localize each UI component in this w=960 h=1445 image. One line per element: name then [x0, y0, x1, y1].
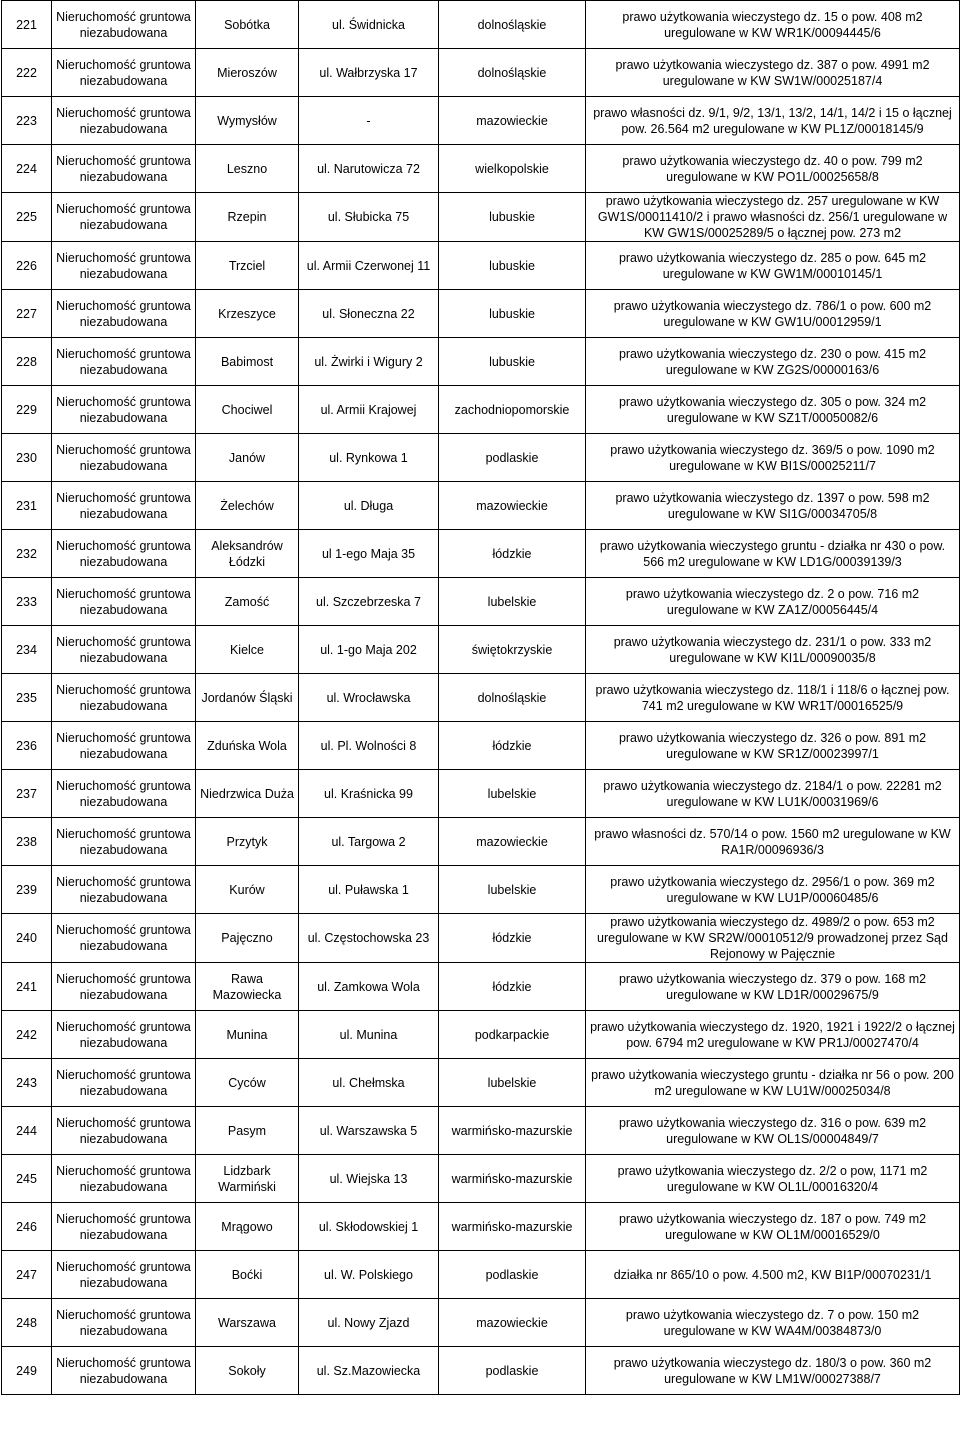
legal-right-description: prawo użytkowania wieczystego dz. 2 o pow. 716 m2 uregulowane w KW ZA1Z/00056445/4	[586, 578, 960, 626]
row-number: 238	[2, 818, 52, 866]
legal-right-description: prawo własności dz. 570/14 o pow. 1560 m2 uregulowane w KW RA1R/00096936/3	[586, 818, 960, 866]
voivodeship: podkarpackie	[439, 1011, 586, 1059]
voivodeship: mazowieckie	[439, 97, 586, 145]
row-number: 249	[2, 1347, 52, 1395]
property-type-line2: niezabudowana	[79, 1371, 168, 1386]
row-number: 236	[2, 722, 52, 770]
property-type-line1: Nieruchomość gruntowa	[56, 202, 191, 216]
table-row	[2, 386, 960, 434]
voivodeship: dolnośląskie	[439, 49, 586, 97]
row-number: 230	[2, 434, 52, 482]
voivodeship: lubelskie	[439, 770, 586, 818]
street-address: ul. Słoneczna 22	[299, 290, 439, 338]
property-type	[52, 97, 196, 145]
voivodeship: lubuskie	[439, 242, 586, 290]
city: Zamość	[196, 578, 299, 626]
row-number: 246	[2, 1203, 52, 1251]
legal-right-description: prawo użytkowania wieczystego dz. 180/3 o pow. 360 m2 uregulowane w KW LM1W/00027388/7	[586, 1347, 960, 1395]
city: Jordanów Śląski	[196, 674, 299, 722]
property-type-line1: Nieruchomość gruntowa	[56, 1355, 191, 1370]
street-address: ul. Świdnicka	[299, 1, 439, 49]
property-type-line1: Nieruchomość gruntowa	[56, 634, 191, 649]
city: Aleksandrów Łódzki	[196, 530, 299, 578]
table-row	[2, 1155, 960, 1203]
city: Zduńska Wola	[196, 722, 299, 770]
property-type-line2: niezabudowana	[79, 650, 168, 665]
voivodeship: mazowieckie	[439, 1299, 586, 1347]
city: Pasym	[196, 1107, 299, 1155]
property-type-line1: Nieruchomość gruntowa	[56, 490, 191, 505]
property-type-line2: niezabudowana	[79, 314, 168, 329]
table-row	[2, 578, 960, 626]
row-number: 244	[2, 1107, 52, 1155]
row-number: 235	[2, 674, 52, 722]
row-number: 223	[2, 97, 52, 145]
legal-right-description: prawo użytkowania wieczystego dz. 187 o pow. 749 m2 uregulowane w KW OL1M/00016529/0	[586, 1203, 960, 1251]
voivodeship: łódzkie	[439, 722, 586, 770]
property-type	[52, 242, 196, 290]
voivodeship: świętokrzyskie	[439, 626, 586, 674]
property-type-line1: Nieruchomość gruntowa	[56, 1067, 191, 1082]
street-address: ul. Zamkowa Wola	[299, 963, 439, 1011]
property-type-line2: niezabudowana	[79, 1131, 168, 1146]
street-address: ul. Armii Krajowej	[299, 386, 439, 434]
table-row	[2, 722, 960, 770]
row-number: 227	[2, 290, 52, 338]
city: Cyców	[196, 1059, 299, 1107]
city: Żelechów	[196, 482, 299, 530]
voivodeship: mazowieckie	[439, 818, 586, 866]
row-number: 229	[2, 386, 52, 434]
voivodeship: warmińsko-mazurskie	[439, 1203, 586, 1251]
property-type-line1: Nieruchomość gruntowa	[56, 1019, 191, 1034]
legal-right-description: prawo użytkowania wieczystego gruntu - działka nr 56 o pow. 200 m2 uregulowane w KW LU1W/00025034/8	[586, 1059, 960, 1107]
table-row	[2, 1203, 960, 1251]
voivodeship: lubelskie	[439, 866, 586, 914]
street-address: ul. Warszawska 5	[299, 1107, 439, 1155]
legal-right-description: prawo użytkowania wieczystego gruntu - działka nr 430 o pow. 566 m2 uregulowane w KW LD1G/00039139/3	[586, 530, 960, 578]
property-type	[52, 770, 196, 818]
legal-right-description: prawo użytkowania wieczystego dz. 257 uregulowane w KW GW1S/00011410/2 i prawo własności dz. 256/1 uregulowane w KW GW1S/00025289/5 o łącznej pow. 273 m2	[586, 193, 960, 242]
table-row	[2, 866, 960, 914]
table-row	[2, 242, 960, 290]
row-number: 233	[2, 578, 52, 626]
property-type-line2: niezabudowana	[79, 1035, 168, 1050]
voivodeship: dolnośląskie	[439, 674, 586, 722]
property-type-line2: niezabudowana	[79, 1179, 168, 1194]
property-type-line2: niezabudowana	[79, 1083, 168, 1098]
legal-right-description: prawo własności dz. 9/1, 9/2, 13/1, 13/2, 14/1, 14/2 i 15 o łącznej pow. 26.564 m2 uregulowane w KW PL1Z/00018145/9	[586, 97, 960, 145]
property-type-line2: niezabudowana	[79, 121, 168, 136]
property-type	[52, 386, 196, 434]
voivodeship: lubelskie	[439, 578, 586, 626]
property-type	[52, 1203, 196, 1251]
property-type	[52, 626, 196, 674]
city: Mrągowo	[196, 1203, 299, 1251]
property-type-line1: Nieruchomość gruntowa	[56, 682, 191, 697]
street-address: ul. Sz.Mazowiecka	[299, 1347, 439, 1395]
legal-right-description: prawo użytkowania wieczystego dz. 379 o pow. 168 m2 uregulowane w KW LD1R/00029675/9	[586, 963, 960, 1011]
property-type-line1: Nieruchomość gruntowa	[56, 874, 191, 889]
table-row	[2, 338, 960, 386]
row-number: 231	[2, 482, 52, 530]
row-number: 242	[2, 1011, 52, 1059]
property-type	[52, 818, 196, 866]
property-type-line2: niezabudowana	[79, 362, 168, 377]
street-address: ul. 1-go Maja 202	[299, 626, 439, 674]
legal-right-description: prawo użytkowania wieczystego dz. 2184/1 o pow. 22281 m2 uregulowane w KW LU1K/00031969/6	[586, 770, 960, 818]
voivodeship: wielkopolskie	[439, 145, 586, 193]
property-type-line2: niezabudowana	[79, 1227, 168, 1242]
property-type	[52, 1299, 196, 1347]
voivodeship: łódzkie	[439, 963, 586, 1011]
property-type	[52, 1155, 196, 1203]
property-type-line2: niezabudowana	[79, 73, 168, 88]
property-type-line1: Nieruchomość gruntowa	[56, 1211, 191, 1226]
table-row	[2, 49, 960, 97]
voivodeship: lubuskie	[439, 193, 586, 242]
row-number: 228	[2, 338, 52, 386]
property-type-line2: niezabudowana	[79, 266, 168, 281]
street-address: ul. Szczebrzeska 7	[299, 578, 439, 626]
city: Sobótka	[196, 1, 299, 49]
property-type	[52, 1059, 196, 1107]
city: Krzeszyce	[196, 290, 299, 338]
property-type-line2: niezabudowana	[79, 554, 168, 569]
street-address: -	[299, 97, 439, 145]
property-type	[52, 722, 196, 770]
property-type	[52, 1107, 196, 1155]
property-type-line1: Nieruchomość gruntowa	[56, 538, 191, 553]
property-type-line1: Nieruchomość gruntowa	[56, 923, 191, 937]
city: Trzciel	[196, 242, 299, 290]
street-address: ul. Długa	[299, 482, 439, 530]
legal-right-description: prawo użytkowania wieczystego dz. 305 o pow. 324 m2 uregulowane w KW SZ1T/00050082/6	[586, 386, 960, 434]
table-row	[2, 963, 960, 1011]
table-body	[2, 1, 960, 1395]
street-address: ul. Słubicka 75	[299, 193, 439, 242]
property-type-line2: niezabudowana	[79, 506, 168, 521]
city: Pajęczno	[196, 914, 299, 963]
city: Chociwel	[196, 386, 299, 434]
row-number: 240	[2, 914, 52, 963]
property-type-line1: Nieruchomość gruntowa	[56, 346, 191, 361]
street-address: ul. Targowa 2	[299, 818, 439, 866]
property-type	[52, 1251, 196, 1299]
property-type-line2: niezabudowana	[79, 746, 168, 761]
legal-right-description: prawo użytkowania wieczystego dz. 316 o pow. 639 m2 uregulowane w KW OL1S/00004849/7	[586, 1107, 960, 1155]
table-row	[2, 1107, 960, 1155]
property-type-line2: niezabudowana	[79, 25, 168, 40]
voivodeship: warmińsko-mazurskie	[439, 1155, 586, 1203]
voivodeship: lubuskie	[439, 290, 586, 338]
table-row	[2, 1, 960, 49]
row-number: 226	[2, 242, 52, 290]
row-number: 247	[2, 1251, 52, 1299]
row-number: 248	[2, 1299, 52, 1347]
table-row	[2, 482, 960, 530]
street-address: ul 1-ego Maja 35	[299, 530, 439, 578]
property-type	[52, 963, 196, 1011]
property-type-line2: niezabudowana	[79, 698, 168, 713]
voivodeship: łódzkie	[439, 914, 586, 963]
legal-right-description: prawo użytkowania wieczystego dz. 7 o pow. 150 m2 uregulowane w KW WA4M/00384873/0	[586, 1299, 960, 1347]
row-number: 234	[2, 626, 52, 674]
city: Lidzbark Warmiński	[196, 1155, 299, 1203]
property-type-line1: Nieruchomość gruntowa	[56, 730, 191, 745]
legal-right-description: prawo użytkowania wieczystego dz. 786/1 o pow. 600 m2 uregulowane w KW GW1U/00012959/1	[586, 290, 960, 338]
property-type-line1: Nieruchomość gruntowa	[56, 442, 191, 457]
property-type-line2: niezabudowana	[79, 794, 168, 809]
property-type-line1: Nieruchomość gruntowa	[56, 1163, 191, 1178]
property-type-line2: niezabudowana	[79, 939, 168, 953]
city: Boćki	[196, 1251, 299, 1299]
property-type-line1: Nieruchomość gruntowa	[56, 57, 191, 72]
property-type	[52, 530, 196, 578]
city: Rzepin	[196, 193, 299, 242]
legal-right-description: prawo użytkowania wieczystego dz. 15 o pow. 408 m2 uregulowane w KW WR1K/00094445/6	[586, 1, 960, 49]
legal-right-description: prawo użytkowania wieczystego dz. 230 o pow. 415 m2 uregulowane w KW ZG2S/00000163/6	[586, 338, 960, 386]
voivodeship: podlaskie	[439, 434, 586, 482]
street-address: ul. Rynkowa 1	[299, 434, 439, 482]
property-type-line1: Nieruchomość gruntowa	[56, 586, 191, 601]
property-type-line2: niezabudowana	[79, 1275, 168, 1290]
voivodeship: łódzkie	[439, 530, 586, 578]
city: Mieroszów	[196, 49, 299, 97]
legal-right-description: prawo użytkowania wieczystego dz. 40 o pow. 799 m2 uregulowane w KW PO1L/00025658/8	[586, 145, 960, 193]
property-type-line2: niezabudowana	[79, 169, 168, 184]
legal-right-description: prawo użytkowania wieczystego dz. 369/5 o pow. 1090 m2 uregulowane w KW BI1S/00025211/7	[586, 434, 960, 482]
voivodeship: podlaskie	[439, 1251, 586, 1299]
street-address: ul. Armii Czerwonej 11	[299, 242, 439, 290]
property-type-line2: niezabudowana	[79, 602, 168, 617]
row-number: 222	[2, 49, 52, 97]
legal-right-description: działka nr 865/10 o pow. 4.500 m2, KW BI1P/00070231/1	[586, 1251, 960, 1299]
street-address: ul. Pl. Wolności 8	[299, 722, 439, 770]
table-row	[2, 674, 960, 722]
table-row	[2, 1347, 960, 1395]
property-type	[52, 866, 196, 914]
voivodeship: mazowieckie	[439, 482, 586, 530]
city: Kurów	[196, 866, 299, 914]
table-row	[2, 434, 960, 482]
row-number: 239	[2, 866, 52, 914]
street-address: ul. Wiejska 13	[299, 1155, 439, 1203]
city: Janów	[196, 434, 299, 482]
voivodeship: dolnośląskie	[439, 1, 586, 49]
row-number: 221	[2, 1, 52, 49]
property-type-line1: Nieruchomość gruntowa	[56, 826, 191, 841]
city: Babimost	[196, 338, 299, 386]
city: Rawa Mazowiecka	[196, 963, 299, 1011]
street-address: ul. Częstochowska 23	[299, 914, 439, 963]
voivodeship: podlaskie	[439, 1347, 586, 1395]
street-address: ul. Munina	[299, 1011, 439, 1059]
table-row	[2, 290, 960, 338]
city: Warszawa	[196, 1299, 299, 1347]
property-type	[52, 49, 196, 97]
voivodeship: warmińsko-mazurskie	[439, 1107, 586, 1155]
street-address: ul. Żwirki i Wigury 2	[299, 338, 439, 386]
table-row	[2, 530, 960, 578]
row-number: 241	[2, 963, 52, 1011]
legal-right-description: prawo użytkowania wieczystego dz. 1920, 1921 i 1922/2 o łącznej pow. 6794 m2 uregulowane w KW PR1J/00027470/4	[586, 1011, 960, 1059]
property-type-line2: niezabudowana	[79, 1323, 168, 1338]
table-row	[2, 1011, 960, 1059]
property-type	[52, 145, 196, 193]
city: Wymysłów	[196, 97, 299, 145]
property-type-line1: Nieruchomość gruntowa	[56, 778, 191, 793]
legal-right-description: prawo użytkowania wieczystego dz. 2/2 o pow, 1171 m2 uregulowane w KW OL1L/00016320/4	[586, 1155, 960, 1203]
property-type-line1: Nieruchomość gruntowa	[56, 250, 191, 265]
property-type-line2: niezabudowana	[79, 987, 168, 1002]
legal-right-description: prawo użytkowania wieczystego dz. 285 o pow. 645 m2 uregulowane w KW GW1M/00010145/1	[586, 242, 960, 290]
legal-right-description: prawo użytkowania wieczystego dz. 118/1 i 118/6 o łącznej pow. 741 m2 uregulowane w KW WR1T/00016525/9	[586, 674, 960, 722]
table-row	[2, 770, 960, 818]
property-type-line2: niezabudowana	[79, 458, 168, 473]
property-type-line1: Nieruchomość gruntowa	[56, 153, 191, 168]
property-type-line2: niezabudowana	[79, 842, 168, 857]
legal-right-description: prawo użytkowania wieczystego dz. 4989/2 o pow. 653 m2 uregulowane w KW SR2W/00010512/9 prowadzonej przez Sąd Rejonowy w Pajęcznie	[586, 914, 960, 963]
table-row	[2, 1299, 960, 1347]
legal-right-description: prawo użytkowania wieczystego dz. 2956/1 o pow. 369 m2 uregulowane w KW LU1P/00060485/6	[586, 866, 960, 914]
city: Munina	[196, 1011, 299, 1059]
property-type-line2: niezabudowana	[79, 218, 168, 232]
street-address: ul. Wałbrzyska 17	[299, 49, 439, 97]
property-type-line2: niezabudowana	[79, 890, 168, 905]
table-row	[2, 1251, 960, 1299]
property-type	[52, 434, 196, 482]
table-row	[2, 818, 960, 866]
property-type-line1: Nieruchomość gruntowa	[56, 1115, 191, 1130]
street-address: ul. Puławska 1	[299, 866, 439, 914]
table-row	[2, 145, 960, 193]
row-number: 245	[2, 1155, 52, 1203]
street-address: ul. Wrocławska	[299, 674, 439, 722]
property-type-line2: niezabudowana	[79, 410, 168, 425]
legal-right-description: prawo użytkowania wieczystego dz. 326 o pow. 891 m2 uregulowane w KW SR1Z/00023997/1	[586, 722, 960, 770]
street-address: ul. Kraśnicka 99	[299, 770, 439, 818]
property-type	[52, 1347, 196, 1395]
property-type	[52, 193, 196, 242]
row-number: 225	[2, 193, 52, 242]
property-type	[52, 290, 196, 338]
property-type	[52, 482, 196, 530]
row-number: 224	[2, 145, 52, 193]
property-type-line1: Nieruchomość gruntowa	[56, 394, 191, 409]
property-type	[52, 1, 196, 49]
street-address: ul. Narutowicza 72	[299, 145, 439, 193]
property-type	[52, 338, 196, 386]
property-type	[52, 1011, 196, 1059]
city: Kielce	[196, 626, 299, 674]
property-type-line1: Nieruchomość gruntowa	[56, 1307, 191, 1322]
city: Przytyk	[196, 818, 299, 866]
row-number: 237	[2, 770, 52, 818]
property-type	[52, 674, 196, 722]
table-row	[2, 97, 960, 145]
street-address: ul. Skłodowskiej 1	[299, 1203, 439, 1251]
city: Niedrzwica Duża	[196, 770, 299, 818]
property-table	[1, 0, 960, 1395]
property-type-line1: Nieruchomość gruntowa	[56, 971, 191, 986]
voivodeship: lubuskie	[439, 338, 586, 386]
legal-right-description: prawo użytkowania wieczystego dz. 1397 o pow. 598 m2 uregulowane w KW SI1G/00034705/8	[586, 482, 960, 530]
voivodeship: lubelskie	[439, 1059, 586, 1107]
table-row	[2, 626, 960, 674]
legal-right-description: prawo użytkowania wieczystego dz. 231/1 o pow. 333 m2 uregulowane w KW KI1L/00090035/8	[586, 626, 960, 674]
row-number: 232	[2, 530, 52, 578]
legal-right-description: prawo użytkowania wieczystego dz. 387 o pow. 4991 m2 uregulowane w KW SW1W/00025187/4	[586, 49, 960, 97]
property-type-line1: Nieruchomość gruntowa	[56, 298, 191, 313]
property-type-line1: Nieruchomość gruntowa	[56, 105, 191, 120]
property-type	[52, 914, 196, 963]
city: Sokoły	[196, 1347, 299, 1395]
property-type	[52, 578, 196, 626]
street-address: ul. W. Polskiego	[299, 1251, 439, 1299]
street-address: ul. Nowy Zjazd	[299, 1299, 439, 1347]
city: Leszno	[196, 145, 299, 193]
voivodeship: zachodniopomorskie	[439, 386, 586, 434]
table-row	[2, 1059, 960, 1107]
table-row	[2, 914, 960, 963]
property-type-line1: Nieruchomość gruntowa	[56, 9, 191, 24]
street-address: ul. Chełmska	[299, 1059, 439, 1107]
table-row	[2, 193, 960, 242]
property-type-line1: Nieruchomość gruntowa	[56, 1259, 191, 1274]
row-number: 243	[2, 1059, 52, 1107]
